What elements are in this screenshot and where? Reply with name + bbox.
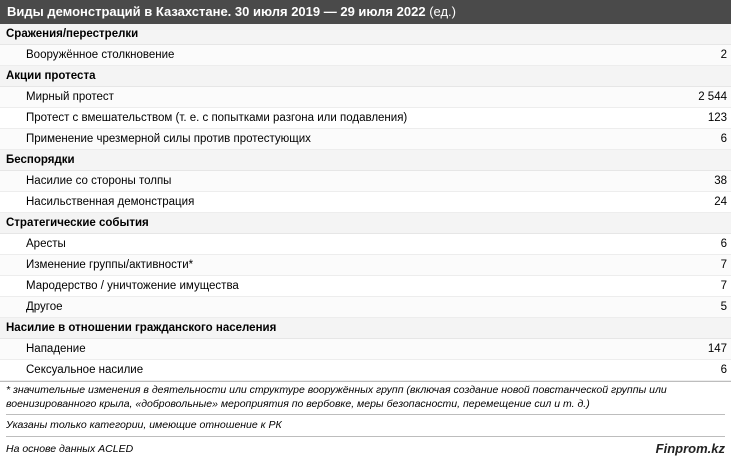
category-label: Акции протеста <box>6 69 96 82</box>
row-label: Протест с вмешательством (т. е. с попытками разгона или подавления) <box>26 111 408 124</box>
table-row <box>0 171 731 192</box>
demonstrations-table <box>0 24 731 381</box>
row-label: Другое <box>26 300 63 313</box>
row-value: 6 <box>720 132 727 145</box>
row-value: 6 <box>720 363 727 376</box>
row-label: Сексуальное насилие <box>26 363 144 376</box>
title-unit: (ед.) <box>429 4 456 19</box>
row-value: 7 <box>720 279 727 292</box>
category-label: Сражения/перестрелки <box>6 27 139 40</box>
row-value: 5 <box>720 300 727 313</box>
table-row <box>0 108 731 129</box>
row-value: 38 <box>714 174 727 187</box>
footnote-scope: Указаны только категории, имеющие отношение к РК <box>6 415 725 437</box>
category-label: Беспорядки <box>6 153 75 166</box>
table-row <box>0 45 731 66</box>
table-row <box>0 297 731 318</box>
table-row <box>0 87 731 108</box>
category-row <box>0 66 731 87</box>
table-row <box>0 339 731 360</box>
table-title <box>0 0 731 24</box>
row-value: 24 <box>714 195 727 208</box>
footer <box>0 437 731 456</box>
category-row <box>0 24 731 45</box>
table-row <box>0 360 731 381</box>
row-label: Вооружённое столкновение <box>26 48 175 61</box>
row-label: Аресты <box>26 237 66 250</box>
row-value: 7 <box>720 258 727 271</box>
row-value: 6 <box>720 237 727 250</box>
row-label: Применение чрезмерной силы против протестующих <box>26 132 311 145</box>
table-row <box>0 129 731 150</box>
table-row <box>0 276 731 297</box>
source-note: На основе данных ACLED <box>6 442 134 455</box>
category-label: Насилие в отношении гражданского населения <box>6 321 277 334</box>
row-value: 123 <box>707 111 727 124</box>
category-row <box>0 150 731 171</box>
row-label: Мирный протест <box>26 90 114 103</box>
row-label: Нападение <box>26 342 86 355</box>
row-label: Изменение группы/активности* <box>26 258 194 271</box>
row-value: 2 544 <box>698 90 727 103</box>
category-row <box>0 318 731 339</box>
table-row <box>0 192 731 213</box>
row-label: Насильственная демонстрация <box>26 195 195 208</box>
footnote-asterisk: * значительные изменения в деятельности или структуре вооружённых групп (включая создание новой повстанческой группы или военизированного крыла, «добровольные» мероприятия по вербовке, меры безопасности, перемещение сил и т. д.) <box>6 383 725 415</box>
row-value: 147 <box>707 342 727 355</box>
row-value: 2 <box>720 48 727 61</box>
category-label: Стратегические события <box>6 216 149 229</box>
category-row <box>0 213 731 234</box>
row-label: Мародерство / уничтожение имущества <box>26 279 239 292</box>
brand-logo-text: Finprom.kz <box>655 441 725 456</box>
title-main: Виды демонстраций в Казахстане. 30 июля 2019 — 29 июля 2022 <box>7 4 426 19</box>
table-row <box>0 255 731 276</box>
table-row <box>0 234 731 255</box>
footnotes <box>0 381 731 437</box>
row-label: Насилие со стороны толпы <box>26 174 172 187</box>
